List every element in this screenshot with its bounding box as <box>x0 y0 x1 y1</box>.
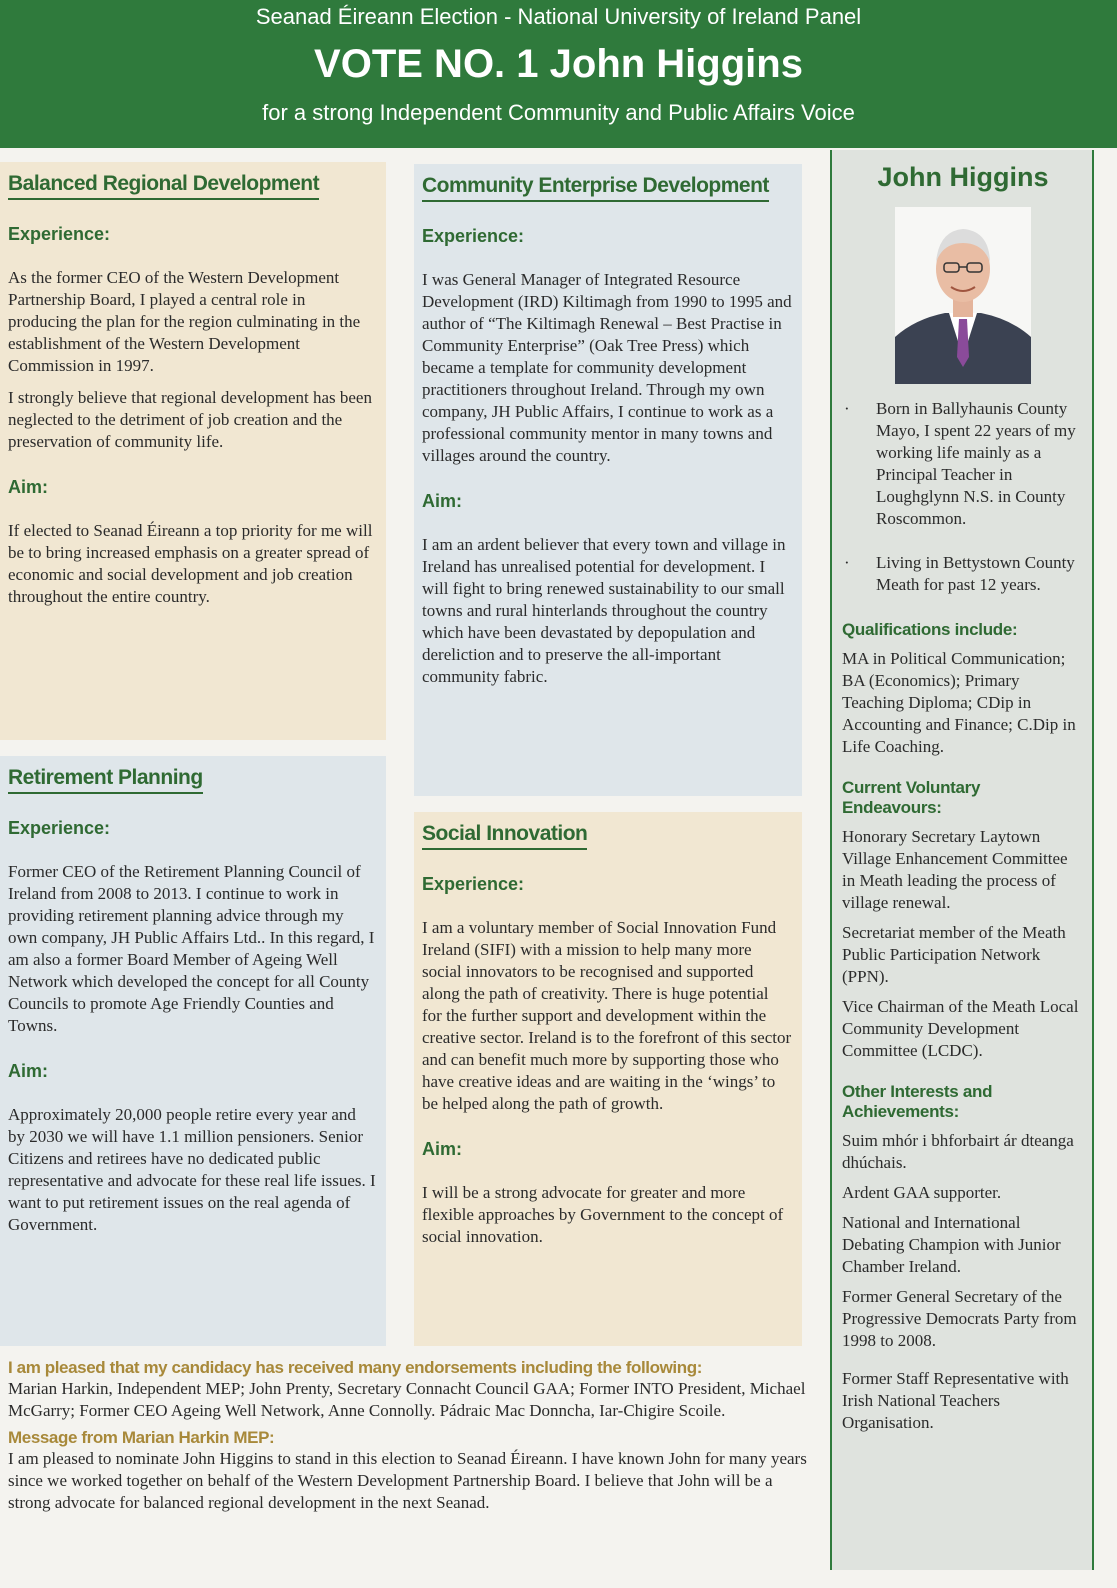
other-item: National and International Debating Champion with Junior Chamber Ireland. <box>842 1213 1061 1276</box>
other-item: Suim mhór i bhforbairt ár dteanga dhúchais. <box>842 1131 1074 1172</box>
section-title: Social Innovation <box>422 822 587 850</box>
aim-label: Aim: <box>422 1139 462 1159</box>
other-heading: Other Interests and Achievements: <box>842 1082 993 1121</box>
experience-text: I am a voluntary member of Social Innovation Fund Ireland (SIFI) with a mission to help many more social innovators to be recognised and supported along the path of creativity. There is huge potential for the further support and development within the creative sector. Ireland is to the forefront of this sector and can benefit much more by supporting those who have creative ideas and are waiting in the ‘wings’ to be helped along the path of growth. <box>422 918 792 1113</box>
aim-text: Approximately 20,000 people retire every year and by 2030 we will have 1.1 million pensioners. Senior Citizens and retirees have no dedicated public representative and advocate for these real life issues. I want to put retirement issues on the real agenda of Government. <box>8 1105 376 1234</box>
other-item: Former Staff Representative with Irish National Teachers Organisation. <box>842 1369 1069 1432</box>
voluntary-heading: Current Voluntary Endeavours: <box>842 778 981 817</box>
aim-label: Aim: <box>422 491 462 511</box>
section-social <box>414 812 802 1346</box>
bio-text: Living in Bettystown County Meath for past 12 years. <box>876 553 1075 594</box>
voluntary-item: Secretariat member of the Meath Public Participation Network (PPN). <box>842 923 1066 986</box>
endorsements <box>8 1358 808 1514</box>
aim-text: I will be a strong advocate for greater and more flexible approaches by Government to the concept of social innovation. <box>422 1183 784 1246</box>
section-title: Community Enterprise Development <box>422 174 769 202</box>
section-community <box>414 164 802 796</box>
experience-text: I strongly believe that regional development has been neglected to the detriment of job creation and the preservation of community life. <box>8 388 372 451</box>
bio-item <box>842 552 1084 596</box>
other-item: Former General Secretary of the Progressive Democrats Party from 1998 to 2008. <box>842 1287 1077 1350</box>
election-title: Seanad Éireann Election - National University of Ireland Panel <box>255 4 862 29</box>
bio-item <box>842 398 1084 530</box>
candidate-photo <box>895 207 1031 384</box>
experience-label: Experience: <box>8 818 111 838</box>
experience-label: Experience: <box>422 874 525 894</box>
aim-label: Aim: <box>8 1061 48 1081</box>
section-title: Retirement Planning <box>8 766 203 794</box>
aim-label: Aim: <box>8 477 48 497</box>
experience-text: As the former CEO of the Western Development Partnership Board, I played a central role in producing the plan for the region culminating in the establishment of the Western Development Commission in 1997. <box>8 268 361 375</box>
bullet-icon: · <box>844 553 850 572</box>
aim-text: If elected to Seanad Éireann a top priority for me will be to bring increased emphasis on a greater spread of economic and social development and job creation throughout the entire country. <box>8 521 373 606</box>
section-regional <box>0 162 386 740</box>
experience-label: Experience: <box>422 226 525 246</box>
voluntary-item: Vice Chairman of the Meath Local Community Development Committee (LCDC). <box>842 997 1079 1060</box>
bio-text: Born in Ballyhaunis County Mayo, I spent 22 years of my working life mainly as a Principal Teacher in Loughglynn N.S. in County Roscommon. <box>876 399 1076 528</box>
message-text: I am pleased to nominate John Higgins to stand in this election to Seanad Éireann. I have known John for many years since we worked together on behalf of the Western Development Partnership Board. I believe that John will be a strong advocate for balanced regional development in the next Seanad. <box>8 1449 807 1512</box>
section-retirement <box>0 756 386 1346</box>
portrait-illustration <box>895 207 1031 384</box>
aim-text: I am an ardent believer that every town and village in Ireland has unrealised potential for development. I will fight to bring renewed sustainability to our small towns and rural hinterlands throughout the country which have been devastated by depopulation and dereliction and to preserve the all-important community fabric. <box>422 535 786 686</box>
experience-label: Experience: <box>8 224 111 244</box>
vote-headline: VOTE NO. 1 John Higgins <box>314 42 803 86</box>
message-heading: Message from Marian Harkin MEP: <box>8 1428 275 1447</box>
other-item: Ardent GAA supporter. <box>842 1183 1002 1202</box>
qualifications-heading: Qualifications include: <box>842 620 1018 639</box>
experience-text: Former CEO of the Retirement Planning Council of Ireland from 2008 to 2013. I continue to work in providing retirement planning advice through my own company, JH Public Affairs Ltd.. In this regard, I am also a former Board Member of Ageing Well Network which developed the concept for all County Councils to promote Age Friendly Counties and Towns. <box>8 862 375 1035</box>
voluntary-item: Honorary Secretary Laytown Village Enhancement Committee in Meath leading the process of village renewal. <box>842 827 1068 912</box>
endorsements-heading: I am pleased that my candidacy has received many endorsements including the following: <box>8 1358 702 1377</box>
experience-text: I was General Manager of Integrated Resource Development (IRD) Kiltimagh from 1990 to 1995 and author of “The Kiltimagh Renewal – Best Practise in Community Enterprise” (Oak Tree Press) which became a template for community development practitioners throughout Ireland. Through my own company, JH Public Affairs, I continue to work as a professional community mentor in many towns and villages around the country. <box>422 270 792 465</box>
endorsements-text: Marian Harkin, Independent MEP; John Prenty, Secretary Connacht Council GAA; Former INTO President, Michael McGarry; Former CEO Ageing Well Network, Anne Connolly. Pádraic Mac Donncha, Iar-Chigire Scoile. <box>8 1379 806 1420</box>
header-banner <box>0 0 1117 148</box>
tagline: for a strong Independent Community and Public Affairs Voice <box>262 100 855 125</box>
bullet-icon: · <box>844 399 850 418</box>
candidate-sidebar <box>830 150 1094 1570</box>
section-title: Balanced Regional Development <box>8 172 319 200</box>
qualifications-text: MA in Political Communication; BA (Economics); Primary Teaching Diploma; CDip in Accounting and Finance; C.Dip in Life Coaching. <box>842 649 1076 756</box>
candidate-name: John Higgins <box>877 162 1049 192</box>
